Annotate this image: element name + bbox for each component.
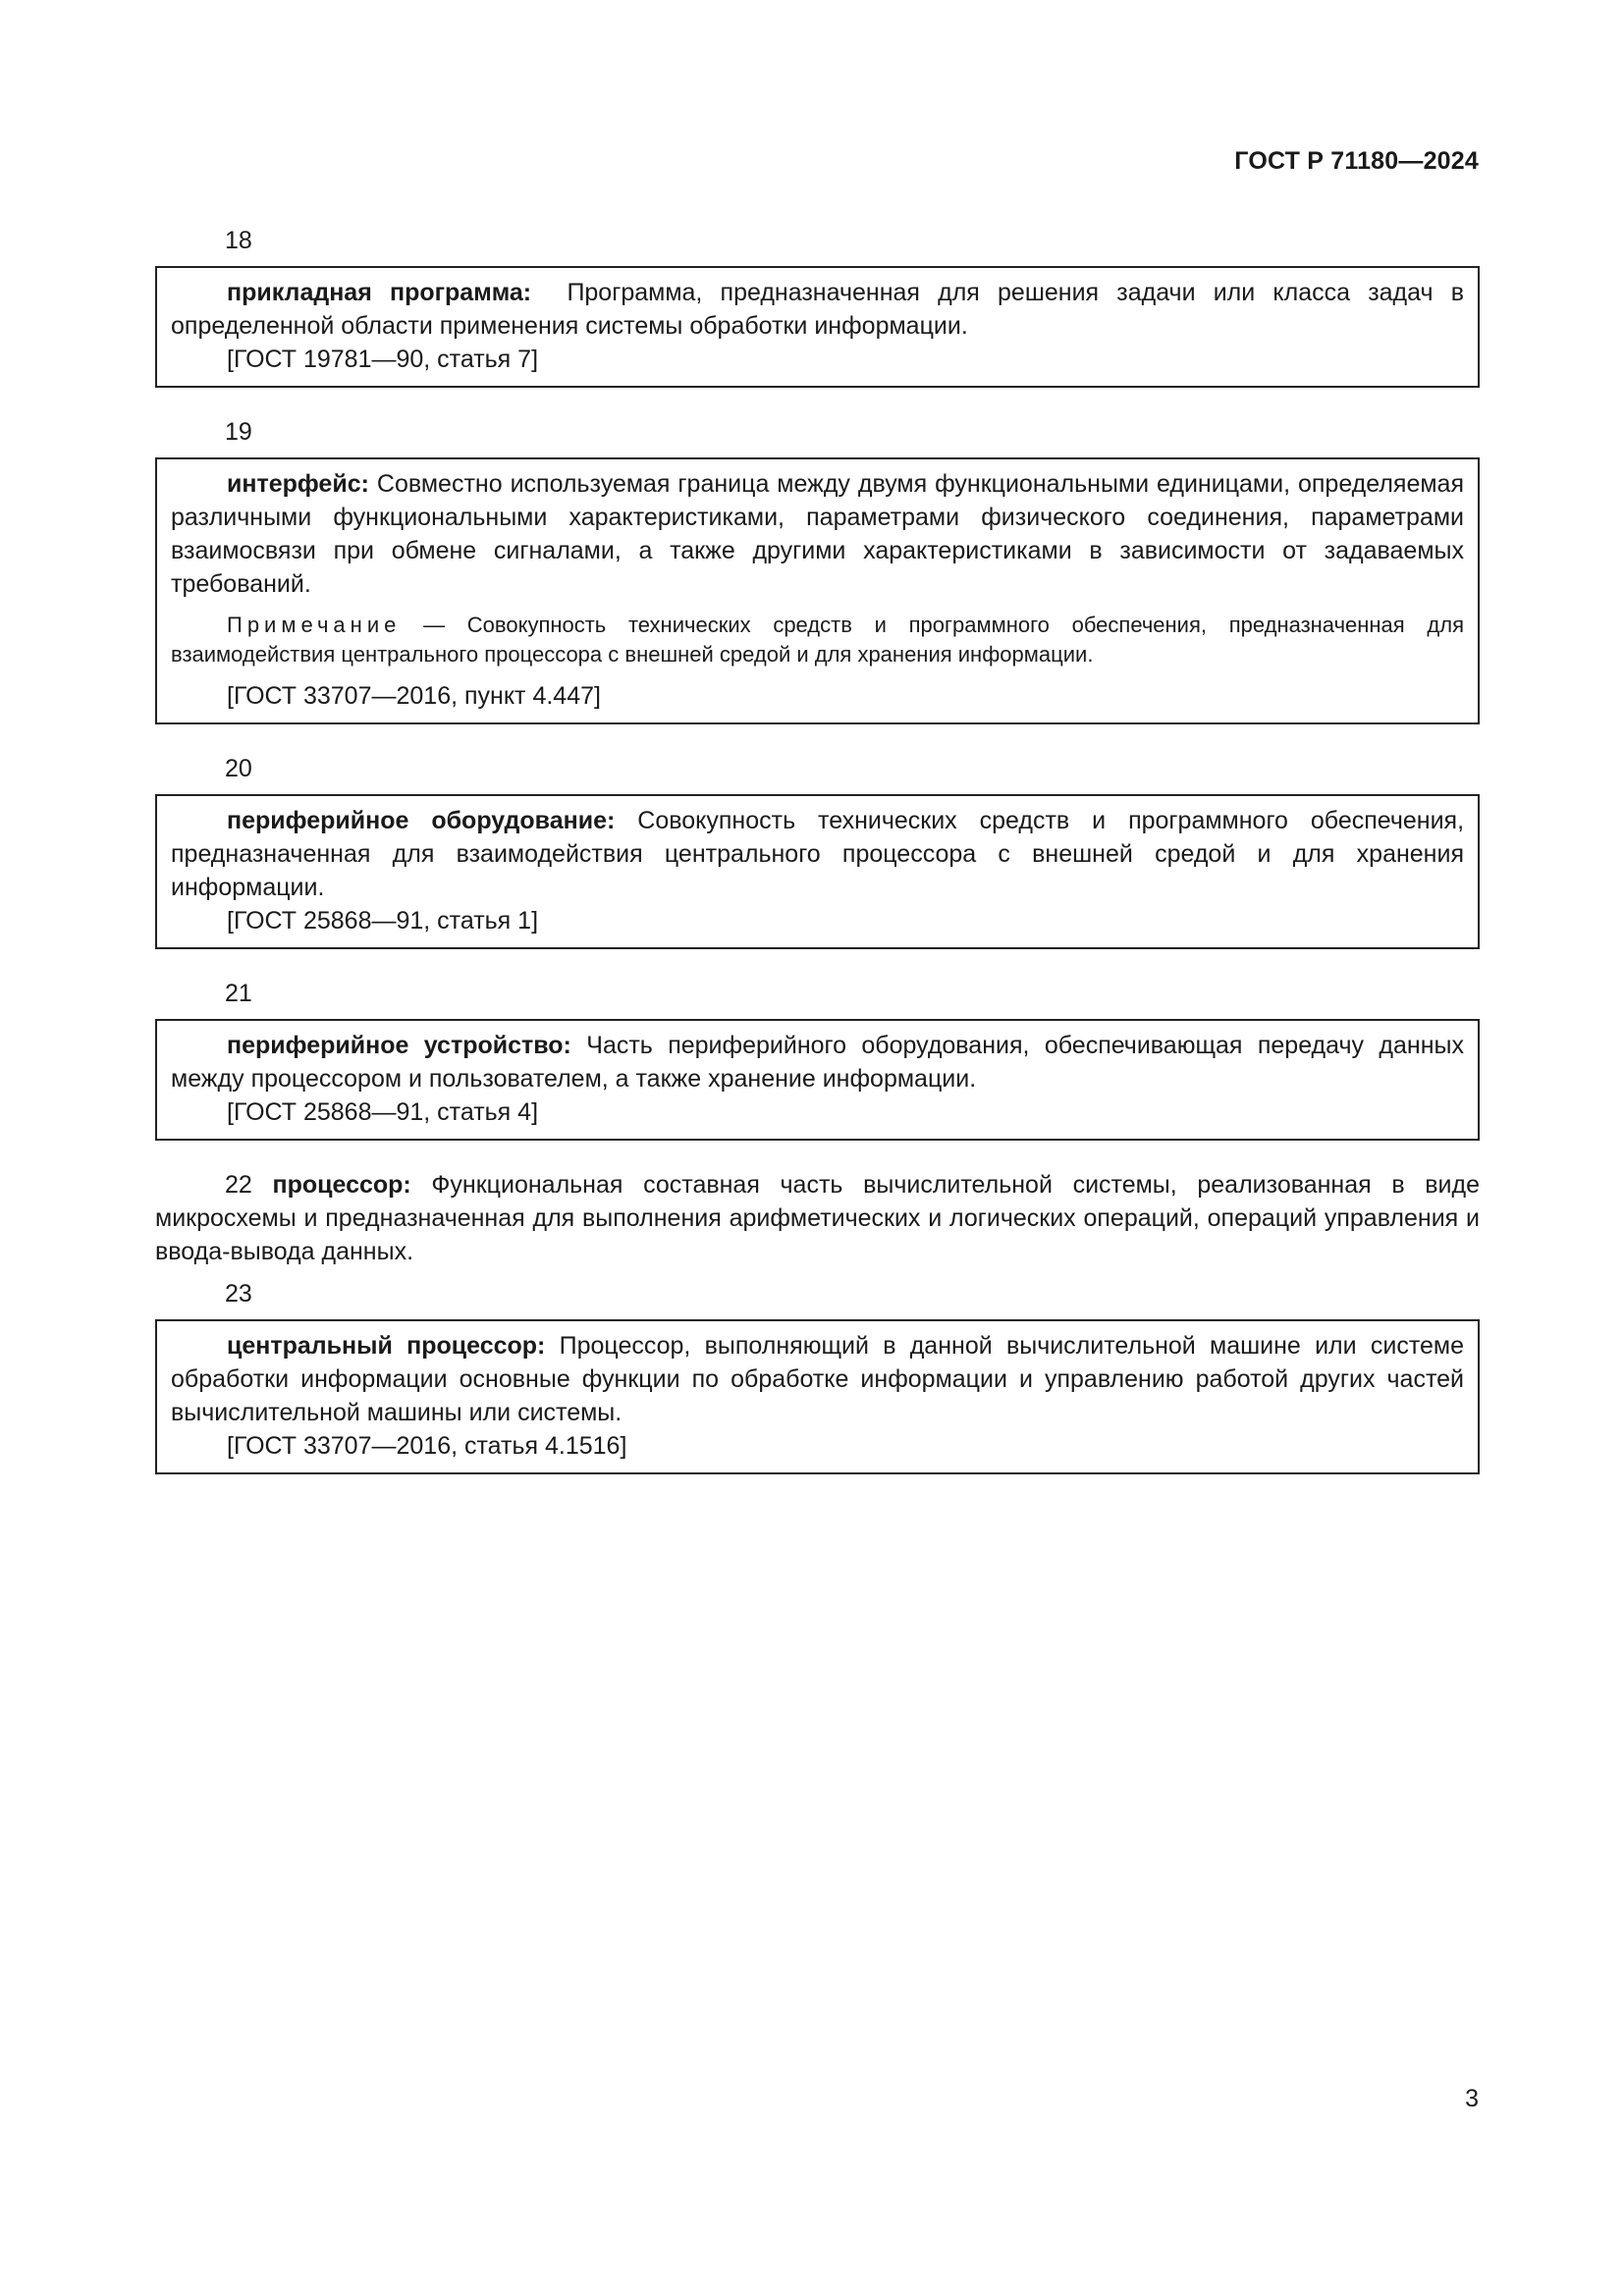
term-definition-paragraph <box>171 276 1464 343</box>
source-reference: [ГОСТ 33707—2016, статья 4.1516] <box>227 1432 627 1460</box>
term-name: периферийное оборудование: <box>227 807 616 834</box>
term-definition: Совокупность технических средств и программного обеспечения, предназначенная для взаимодействия центрального процессора с внешней средой и для хранения информации. <box>171 807 1465 901</box>
term-name: прикладная программа: <box>227 279 532 306</box>
term-definition: Программа, предназначенная для решения задачи или класса задач в определенной области применения системы обработки информации. <box>171 279 1464 340</box>
term-definition-paragraph <box>171 804 1464 904</box>
source-reference: [ГОСТ 25868—91, статья 1] <box>227 907 539 934</box>
plain-term-entry <box>155 1168 1480 1268</box>
entry-number-inline: 22 <box>225 1171 252 1199</box>
entry-number: 20 <box>225 755 252 782</box>
term-definition: Часть периферийного оборудования, обеспечивающая передачу данных между процессором и пользователем, а также хранение информации. <box>171 1032 1464 1093</box>
term-definition-paragraph <box>171 1329 1464 1429</box>
term-box <box>155 1019 1480 1141</box>
note-text: — Совокупность технических средств и программного обеспечения, предназначенная для взаимодействия центрального процессора с внешней средой и для хранения информации. <box>171 613 1464 667</box>
term-box <box>155 457 1480 724</box>
term-definition-paragraph <box>171 467 1464 601</box>
term-box <box>155 794 1480 949</box>
term-box <box>155 266 1480 388</box>
term-name: интерфейс: <box>227 470 369 498</box>
document-code: ГОСТ Р 71180—2024 <box>1234 147 1479 175</box>
term-definition: Функциональная составная часть вычислительной системы, реализованная в виде микросхемы и предназначенная для выполнения арифметических и логических операций, операций управления и ввода-вывода данных. <box>155 1171 1481 1265</box>
term-name: процессор: <box>272 1171 411 1199</box>
source-reference: [ГОСТ 25868—91, статья 4] <box>227 1098 539 1126</box>
source-reference: [ГОСТ 33707—2016, пункт 4.447] <box>227 682 601 710</box>
terms-section <box>155 224 1480 1502</box>
note-paragraph <box>171 611 1464 669</box>
term-definition: Совместно используемая граница между двумя функциональными единицами, определяемая различными функциональными характеристиками, параметрами физического соединения, параметрами взаимосвязи при обмене сигналами, а также другими характеристиками в зависимости от задаваемых требований. <box>171 470 1464 598</box>
source-reference: [ГОСТ 19781—90, статья 7] <box>227 346 539 373</box>
entry-number: 23 <box>225 1280 252 1308</box>
term-name: периферийное устройство: <box>227 1032 571 1059</box>
term-definition: Процессор, выполняющий в данной вычислительной машине или системе обработки информации основные функции по обработке информации и управлению работой других частей вычислительной машины или системы. <box>171 1332 1464 1426</box>
term-definition-paragraph <box>171 1029 1464 1095</box>
entry-number: 21 <box>225 980 252 1007</box>
term-name: центральный процессор: <box>227 1332 546 1360</box>
note-label: Примечание <box>227 613 402 637</box>
entry-number: 19 <box>225 418 252 446</box>
entry-number: 18 <box>225 227 252 254</box>
page-number: 3 <box>1465 2085 1479 2112</box>
term-box <box>155 1319 1480 1474</box>
